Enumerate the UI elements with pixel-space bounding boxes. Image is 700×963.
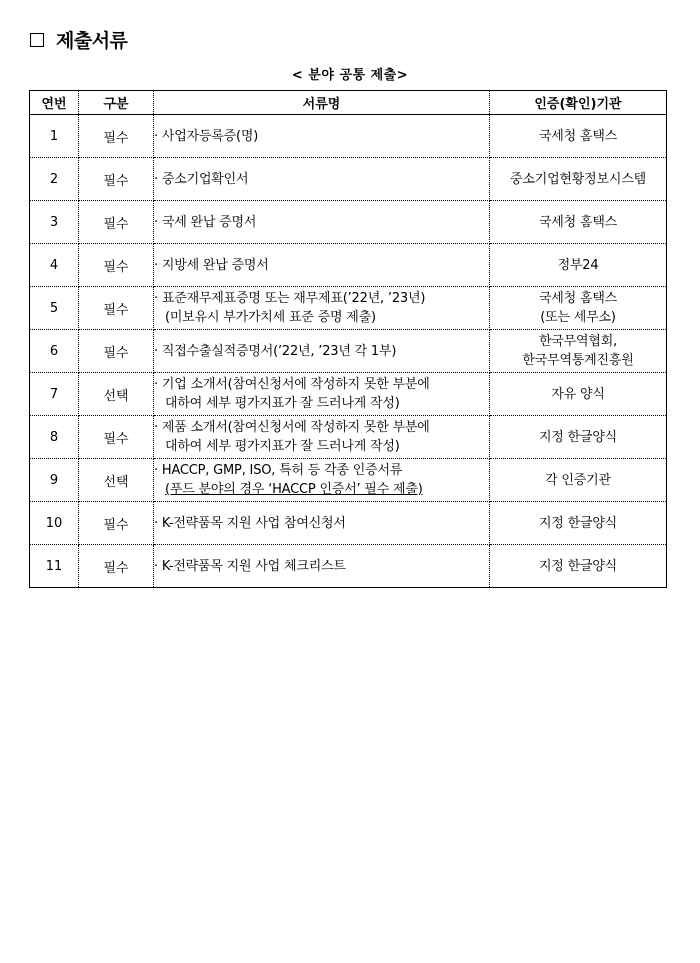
table-row <box>30 459 667 502</box>
row-no: 6 <box>30 330 79 373</box>
table-header-row <box>30 91 667 115</box>
row-doc: · K-전략품목 지원 사업 체크리스트 <box>154 545 490 588</box>
section-title: 제출서류 <box>56 30 128 52</box>
section-heading <box>30 26 127 53</box>
row-type: 선택 <box>79 373 154 416</box>
table-row <box>30 244 667 287</box>
table-row <box>30 416 667 459</box>
row-type: 필수 <box>79 416 154 459</box>
row-doc: · 국세 완납 증명서 <box>154 201 490 244</box>
row-doc: · 사업자등록증(명) <box>154 115 490 158</box>
table-subtitle: < 분야 공통 제출> <box>291 68 409 83</box>
row-doc: · 중소기업확인서 <box>154 158 490 201</box>
row-org: 국세청 홈택스 (또는 세무소) <box>490 287 667 330</box>
table-row <box>30 502 667 545</box>
row-no: 3 <box>30 201 79 244</box>
row-type: 필수 <box>79 115 154 158</box>
row-doc: · K-전략품목 지원 사업 참여신청서 <box>154 502 490 545</box>
row-org: 지정 한글양식 <box>490 545 667 588</box>
row-doc: · 직접수출실적증명서(’22년, ’23년 각 1부) <box>154 330 490 373</box>
row-org: 국세청 홈택스 <box>490 115 667 158</box>
row-doc: · 제품 소개서(참여신청서에 작성하지 못한 부분에 대하여 세부 평가지표가 잘 드러나게 작성) <box>154 416 490 459</box>
table-row <box>30 330 667 373</box>
table-row <box>30 373 667 416</box>
row-type: 필수 <box>79 330 154 373</box>
row-org: 지정 한글양식 <box>490 502 667 545</box>
header-no: 연번 <box>30 91 79 115</box>
row-doc: · HACCP, GMP, ISO, 특허 등 각종 인증서류 (푸드 분야의 경우 ‘HACCP 인증서’ 필수 제출) <box>154 459 490 502</box>
table-row <box>30 545 667 588</box>
documents-table <box>29 90 667 588</box>
table-row <box>30 158 667 201</box>
row-doc: · 표준재무제표증명 또는 재무제표(’22년, ’23년) (미보유시 부가가치세 표준 증명 제출) <box>154 287 490 330</box>
row-no: 9 <box>30 459 79 502</box>
checkbox-icon <box>30 33 44 47</box>
row-doc: · 기업 소개서(참여신청서에 작성하지 못한 부분에 대하여 세부 평가지표가 잘 드러나게 작성) <box>154 373 490 416</box>
row-type: 필수 <box>79 158 154 201</box>
table-row <box>30 201 667 244</box>
row-type: 필수 <box>79 545 154 588</box>
row-type: 필수 <box>79 287 154 330</box>
row-org: 각 인증기관 <box>490 459 667 502</box>
row-type: 선택 <box>79 459 154 502</box>
row-no: 2 <box>30 158 79 201</box>
row-org: 한국무역협회, 한국무역통계진흥원 <box>490 330 667 373</box>
row-no: 8 <box>30 416 79 459</box>
row-type: 필수 <box>79 201 154 244</box>
row-no: 5 <box>30 287 79 330</box>
underlined-note: (푸드 분야의 경우 ‘HACCP 인증서’ 필수 제출) <box>165 482 423 497</box>
row-no: 11 <box>30 545 79 588</box>
row-org: 중소기업현황정보시스템 <box>490 158 667 201</box>
row-type: 필수 <box>79 502 154 545</box>
row-org: 지정 한글양식 <box>490 416 667 459</box>
header-doc: 서류명 <box>154 91 490 115</box>
table-row <box>30 287 667 330</box>
table-row <box>30 115 667 158</box>
row-doc: · 지방세 완납 증명서 <box>154 244 490 287</box>
row-no: 7 <box>30 373 79 416</box>
row-org: 자유 양식 <box>490 373 667 416</box>
row-no: 1 <box>30 115 79 158</box>
row-org: 국세청 홈택스 <box>490 201 667 244</box>
row-no: 10 <box>30 502 79 545</box>
row-type: 필수 <box>79 244 154 287</box>
header-type: 구분 <box>79 91 154 115</box>
row-org: 정부24 <box>490 244 667 287</box>
header-org: 인증(확인)기관 <box>490 91 667 115</box>
row-no: 4 <box>30 244 79 287</box>
